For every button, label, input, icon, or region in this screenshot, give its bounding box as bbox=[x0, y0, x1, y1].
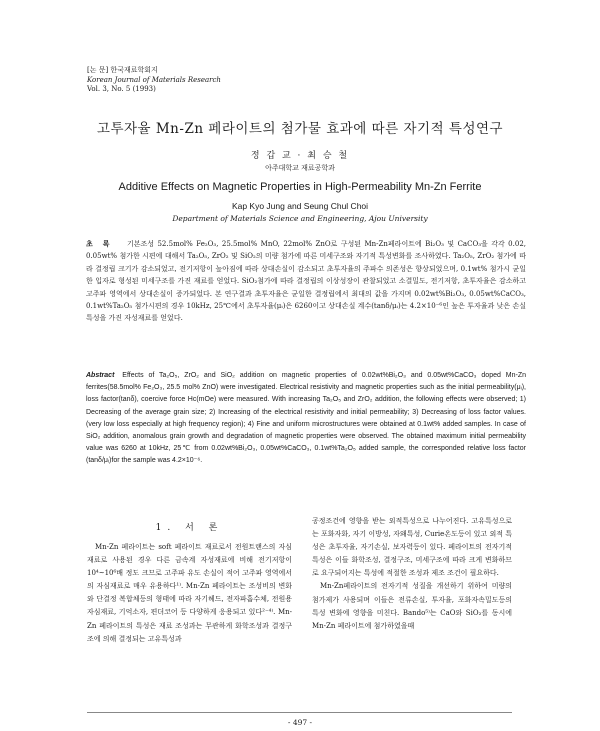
body-paragraph: Mn-Zn페라이트의 전자기적 성질을 개선하기 위하여 미량의 첨가제가 사용되며 이들은 전류손실, 투자율, 포화자속밀도등의 특성 변화에 영향을 미친다. Bando⁵⁾는 CaO와 SiO₂를 동시에 Mn-Zn 페라이트에 첨가하였을때 bbox=[312, 582, 512, 630]
journal-name-en: Korean Journal of Materials Research bbox=[87, 75, 221, 84]
paper-title-ko: 고투자율 Mn-Zn 페라이트의 첨가물 효과에 따른 자기적 특성연구 bbox=[96, 121, 504, 137]
authors-en: Kap Kyo Jung and Seung Chul Choi bbox=[231, 201, 369, 211]
affiliation-ko: 아주대학교 재료공학과 bbox=[265, 164, 335, 172]
abstract-en-label: Abstract bbox=[86, 372, 115, 379]
abstract-en bbox=[86, 370, 526, 468]
abstract-ko bbox=[86, 238, 526, 325]
abstract-ko-label: 초록 bbox=[86, 239, 120, 248]
paper-title-en: Additive Effects on Magnetic Properties in High-Permeability Mn-Zn Ferrite bbox=[118, 181, 482, 193]
left-column bbox=[87, 520, 292, 646]
journal-header bbox=[87, 66, 221, 95]
authors-ko: 정 갑 교 · 최 승 철 bbox=[250, 151, 350, 161]
body-paragraph: Mn-Zn 페라이트는 soft 페라이트 재료로서 전원트랜스의 자심재료로 사용된 경우 다른 금속계 자성재료에 비해 전기저항이 10⁴~10⁶배 정도 크므로 고주파 유도 손실이 적어 고주파 영역에서의 자심재료로 매우 유용하다¹⁾. Mn-Zn 페라이트는 조성비의 변화와 단결정 복합체등의 형태에 따라 자기헤드, 전자파흡수체, 전원용 자심재료, 기억소자, 편더코어 등 다양하게 응용되고 있다²⁻⁴⁾. Mn-Zn 페라이트의 특성은 재료 조성과는 무관하게 화학조성과 결정구조에 의해 결정되는 고유특성과 bbox=[87, 543, 292, 643]
page-number: - 497 - bbox=[287, 718, 313, 727]
abstract-en-text: Effects of Ta₂O₅, ZrO₂ and SiO₂ addition on magnetic properties of 0.02wt%Bi₂O₃ and 0.05wt%CaCO₃ doped Mn-Zn ferrites(58.5mol% Fe₂O₃, 25.5 mol% ZnO) were investigated. Electrical resistivity and magnetic properties such as the initial permeability(μᵢ), loss factor(tanδ), coercive force Hc(mOe) were measured. With increasing Ta₂O₅ and ZrO₂ addition, the following effects were observed; 1) Decreasing of the average grain size; 2) Increasing of the electrical resistivity and initial permeability; 3) Decreasing of loss factor values. (very low loss especially at high frequency region); 4) Fine and uniform microstructures were obtained at 0.1wt% added samples. In case of SiO₂ addition, anomalous grain growth and degradation of magnetic properties were observed. The obtained maximum initial permeability value was 6260 at 10kHz, 25℃ from 0.02wt%Bi₂O₃, 0.05wt%CaCO₃, 0.1wt%Ta₂O₅ added sample, the corresponded relative loss factor (tanδ/μᵢ)for the sample was 4.2×10⁻⁶. bbox=[86, 372, 526, 465]
body-paragraph: 공정조건에 영향을 받는 외적특성으로 나누어진다. 고유특성으로는 포화자화, 자기 이방성, 자왜특성, Curie온도등이 있고 외적 특성은 초투자율, 자기손실, 보자력등이 있다. 페라이트의 전자기적 특성은 이들 화학조성, 결정구조, 미세구조에 따라 크게 변화하므로 요구되어지는 특성에 적절한 조성과 제조 조건이 필요하다. bbox=[312, 517, 512, 578]
abstract-ko-text: 기본조성 52.5mol% Fe₂O₃, 25.5mol% MnO, 22mol% ZnO로 구성된 Mn-Zn페라이트에 Bi₂O₃ 및 CaCO₃을 각각 0.02, 0.05wt% 첨가한 시편에 대해서 Ta₂O₅, ZrO₂ 및 SiO₂의 미량 첨가에 따른 미세구조와 자기적 특성변화를 조사하였다. Ta₂O₅, ZrO₂ 첨가에 따라 결정립 크기가 감소되었고, 전기저항이 높아짐에 따라 상대손실이 감소되고 초투자율의 주파수 의존성은 향상되었으며, 0.1wt% 첨가시 균일한 입자로 형성된 미세구조를 가진 재료를 얻었다. SiO₂첨가에 따라 결정립의 이상성장이 관찰되었고 소결밀도, 전기저항, 초투자율은 감소하고 고주파 영역에서 상대손실이 증가되었다. 본 연구결과 초투자율은 균일한 결정립에서 최대의 값을 가지며 0.02wt%Bi₂O₃, 0.05wt%CaCO₃, 0.1wt%Ta₂O₅ 첨가시편의 경우 10kHz, 25℃에서 초투자율(μᵢ)은 6260이고 상대손실 계수(tanδ/μᵢ)는 4.2×10⁻⁶인 높은 투자율과 낮은 손실 특성을 가진 자성재료를 얻었다. bbox=[86, 240, 526, 323]
right-column bbox=[312, 515, 512, 633]
journal-name-ko: [논 문] 한국재료학회지 bbox=[87, 66, 158, 74]
journal-volume: Vol. 3, No. 5 (1993) bbox=[87, 85, 156, 93]
footer-divider bbox=[87, 712, 512, 713]
section-heading: 1. 서 론 bbox=[155, 523, 224, 533]
affiliation-en: Department of Materials Science and Engineering, Ajou University bbox=[172, 214, 428, 223]
